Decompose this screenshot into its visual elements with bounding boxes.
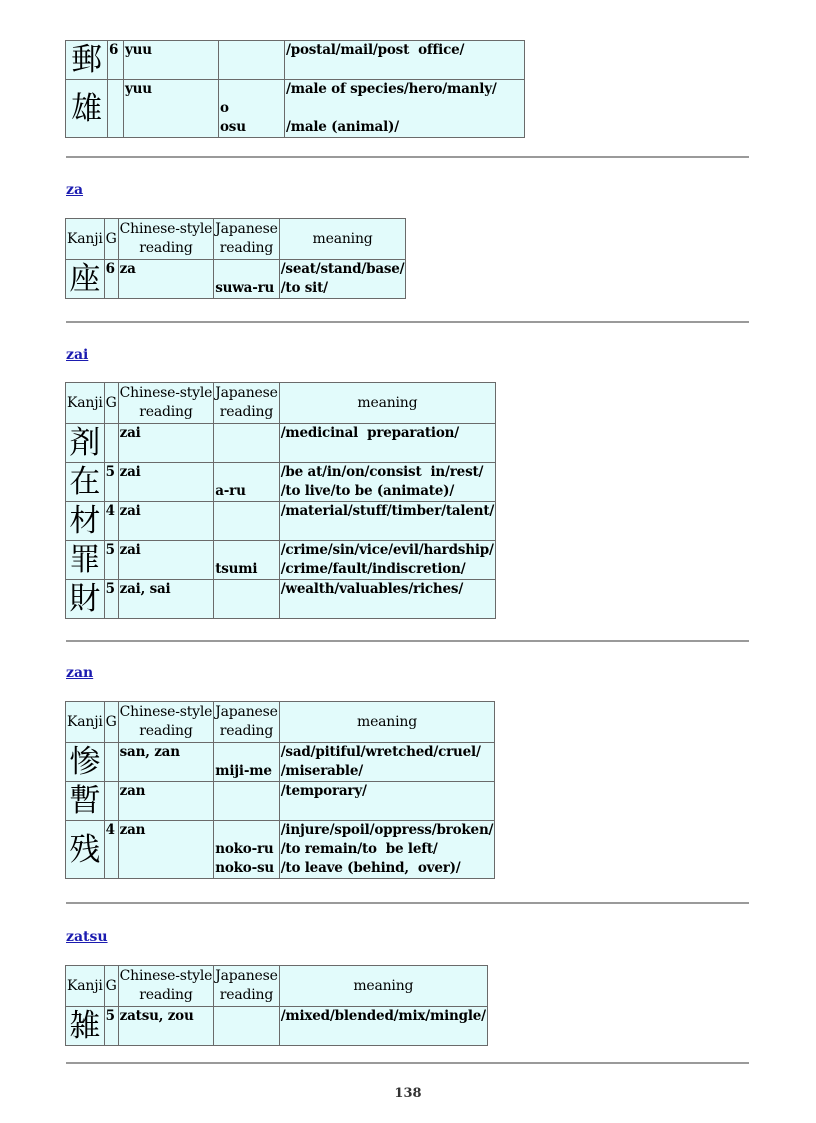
table-row bbox=[66, 541, 496, 580]
chinese-reading-cell: zan bbox=[118, 782, 214, 821]
header-japanese-reading: Japanese reading bbox=[214, 383, 279, 424]
chinese-reading-cell: yuu bbox=[124, 41, 219, 80]
japanese-reading-cell bbox=[214, 580, 279, 619]
kanji-cell: 雑 bbox=[66, 1007, 105, 1046]
table-row bbox=[66, 41, 525, 80]
chinese-reading-cell: zatsu, zou bbox=[118, 1007, 214, 1046]
header-kanji: Kanji bbox=[66, 966, 105, 1007]
meaning-cell: /be at/in/on/consist in/rest/ /to live/to be (animate)/ bbox=[279, 463, 495, 502]
japanese-reading-cell: miji-me bbox=[214, 743, 279, 782]
meaning-cell: /crime/sin/vice/evil/hardship/ /crime/fault/indiscretion/ bbox=[279, 541, 495, 580]
grade-cell: 4 bbox=[104, 502, 118, 541]
grade-cell bbox=[104, 782, 118, 821]
divider bbox=[66, 640, 749, 642]
meaning-cell: /temporary/ bbox=[279, 782, 495, 821]
chinese-reading-cell: za bbox=[118, 260, 214, 299]
header-chinese-reading: Chinese-style reading bbox=[118, 702, 214, 743]
japanese-reading-cell bbox=[214, 502, 279, 541]
chinese-reading-cell: yuu bbox=[124, 80, 219, 138]
japanese-reading-cell: suwa-ru bbox=[214, 260, 279, 299]
kanji-cell: 財 bbox=[66, 580, 105, 619]
japanese-reading-cell bbox=[214, 1007, 279, 1046]
section-link-zai[interactable]: zai bbox=[66, 347, 89, 363]
header-grade: G bbox=[104, 219, 118, 260]
header-chinese-reading: Chinese-style reading bbox=[118, 219, 214, 260]
kanji-cell: 惨 bbox=[66, 743, 105, 782]
table-row bbox=[66, 580, 496, 619]
header-chinese-reading: Chinese-style reading bbox=[118, 383, 214, 424]
divider bbox=[66, 156, 749, 158]
header-meaning: meaning bbox=[279, 219, 406, 260]
header-grade: G bbox=[104, 383, 118, 424]
kanji-cell: 座 bbox=[66, 260, 105, 299]
grade-cell bbox=[108, 80, 124, 138]
header-japanese-reading: Japanese reading bbox=[214, 966, 279, 1007]
japanese-reading-cell bbox=[214, 782, 279, 821]
kanji-table-za bbox=[65, 218, 406, 299]
table-row bbox=[66, 260, 406, 299]
header-meaning: meaning bbox=[279, 702, 495, 743]
grade-cell bbox=[104, 424, 118, 463]
section-link-zatsu[interactable]: zatsu bbox=[66, 929, 108, 945]
table-row bbox=[66, 743, 495, 782]
kanji-cell: 雄 bbox=[66, 80, 108, 138]
japanese-reading-cell: a-ru bbox=[214, 463, 279, 502]
chinese-reading-cell: zai bbox=[118, 424, 214, 463]
chinese-reading-cell: san, zan bbox=[118, 743, 214, 782]
chinese-reading-cell: zai bbox=[118, 463, 214, 502]
header-kanji: Kanji bbox=[66, 702, 105, 743]
kanji-table-zai bbox=[65, 382, 496, 619]
grade-cell: 5 bbox=[104, 580, 118, 619]
table-row bbox=[66, 463, 496, 502]
header-kanji: Kanji bbox=[66, 219, 105, 260]
meaning-cell: /wealth/valuables/riches/ bbox=[279, 580, 495, 619]
kanji-cell: 暫 bbox=[66, 782, 105, 821]
section-link-za[interactable]: za bbox=[66, 182, 84, 198]
header-grade: G bbox=[104, 966, 118, 1007]
kanji-table-zan bbox=[65, 701, 495, 879]
meaning-cell: /postal/mail/post office/ bbox=[285, 41, 525, 80]
table-row bbox=[66, 782, 495, 821]
chinese-reading-cell: zai, sai bbox=[118, 580, 214, 619]
table-row bbox=[66, 502, 496, 541]
meaning-cell: /male of species/hero/manly/ /male (animal)/ bbox=[285, 80, 525, 138]
table-row bbox=[66, 821, 495, 879]
kanji-cell: 罪 bbox=[66, 541, 105, 580]
grade-cell: 6 bbox=[104, 260, 118, 299]
header-grade: G bbox=[104, 702, 118, 743]
section-link-zan[interactable]: zan bbox=[66, 665, 94, 681]
meaning-cell: /sad/pitiful/wretched/cruel/ /miserable/ bbox=[279, 743, 495, 782]
japanese-reading-cell bbox=[219, 41, 285, 80]
divider bbox=[66, 902, 749, 904]
table-header-row bbox=[66, 702, 495, 743]
table-row bbox=[66, 80, 525, 138]
chinese-reading-cell: zai bbox=[118, 502, 214, 541]
meaning-cell: /medicinal preparation/ bbox=[279, 424, 495, 463]
meaning-cell: /injure/spoil/oppress/broken/ /to remain/to be left/ /to leave (behind, over)/ bbox=[279, 821, 495, 879]
table-row bbox=[66, 1007, 488, 1046]
japanese-reading-cell bbox=[214, 424, 279, 463]
meaning-cell: /seat/stand/base/ /to sit/ bbox=[279, 260, 406, 299]
meaning-cell: /mixed/blended/mix/mingle/ bbox=[279, 1007, 487, 1046]
divider bbox=[66, 321, 749, 323]
grade-cell bbox=[104, 743, 118, 782]
header-japanese-reading: Japanese reading bbox=[214, 219, 279, 260]
header-meaning: meaning bbox=[279, 383, 495, 424]
grade-cell: 5 bbox=[104, 1007, 118, 1046]
kanji-table-zatsu bbox=[65, 965, 488, 1046]
header-chinese-reading: Chinese-style reading bbox=[118, 966, 214, 1007]
header-japanese-reading: Japanese reading bbox=[214, 702, 279, 743]
kanji-cell: 剤 bbox=[66, 424, 105, 463]
kanji-cell: 郵 bbox=[66, 41, 108, 80]
japanese-reading-cell: tsumi bbox=[214, 541, 279, 580]
table-row bbox=[66, 424, 496, 463]
divider bbox=[66, 1062, 749, 1064]
page-number: 138 bbox=[394, 1086, 422, 1101]
table-header-row bbox=[66, 966, 488, 1007]
grade-cell: 4 bbox=[104, 821, 118, 879]
grade-cell: 5 bbox=[104, 541, 118, 580]
kanji-cell: 在 bbox=[66, 463, 105, 502]
header-meaning: meaning bbox=[279, 966, 487, 1007]
japanese-reading-cell: noko-ru noko-su bbox=[214, 821, 279, 879]
grade-cell: 6 bbox=[108, 41, 124, 80]
table-header-row bbox=[66, 383, 496, 424]
chinese-reading-cell: zai bbox=[118, 541, 214, 580]
kanji-cell: 材 bbox=[66, 502, 105, 541]
grade-cell: 5 bbox=[104, 463, 118, 502]
kanji-table-yuu bbox=[65, 40, 525, 138]
header-kanji: Kanji bbox=[66, 383, 105, 424]
chinese-reading-cell: zan bbox=[118, 821, 214, 879]
table-header-row bbox=[66, 219, 406, 260]
meaning-cell: /material/stuff/timber/talent/ bbox=[279, 502, 495, 541]
kanji-cell: 残 bbox=[66, 821, 105, 879]
japanese-reading-cell: o osu bbox=[219, 80, 285, 138]
